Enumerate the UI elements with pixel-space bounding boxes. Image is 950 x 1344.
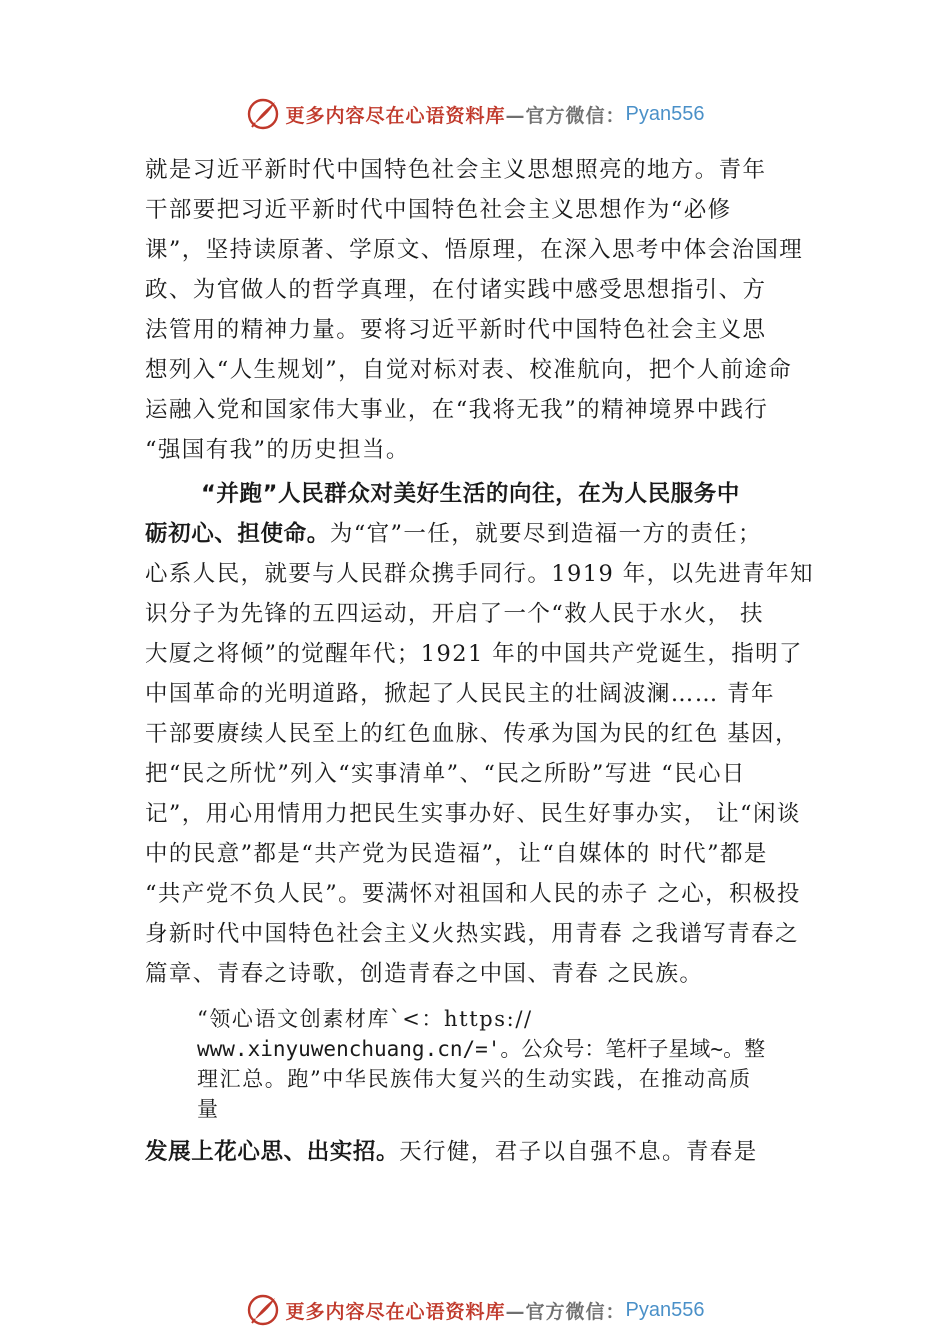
body-line: 把“民之所忧”列入“实事清单”、“民之所盼”写进 “民心日 bbox=[145, 761, 746, 787]
body-line: 篇章、青春之诗歌，创造青春之中国、青春 之民族。 bbox=[145, 961, 704, 987]
quill-seal-icon bbox=[246, 1293, 280, 1327]
body-line: “共产党不负人民”。要满怀对祖国和人民的赤子 之心，积极投 bbox=[145, 881, 801, 907]
quote-line: 量 bbox=[197, 1097, 220, 1121]
body-line bbox=[145, 514, 835, 554]
quote-block bbox=[197, 1004, 835, 1124]
body-line: 中国革命的光明道路，掀起了人民民主的壮阔波澜…… 青年 bbox=[145, 681, 775, 707]
body-line: “强国有我”的历史担当。 bbox=[145, 437, 410, 463]
footer-wechat-id: Pyan556 bbox=[625, 1298, 705, 1321]
header-red-text: 更多内容尽在心语资料库 bbox=[285, 104, 506, 127]
quill-seal-icon bbox=[246, 97, 280, 131]
body-line: 记”，用心用情用力把民生实事办好、民生好事办实， 让“闲谈 bbox=[145, 801, 801, 827]
heading-bold-fragment: 砺初心、担使命。 bbox=[145, 521, 330, 547]
heading-rest-fragment: 为“官”一任，就要尽到造福一方的责任； bbox=[329, 521, 762, 547]
quote-line: www.xinyuwenchuang.cn/='。公众号：笔杆子星域~。整 bbox=[197, 1037, 766, 1061]
closing-bold-fragment: 发展上花心思、出实招。 bbox=[145, 1139, 400, 1165]
document-body bbox=[145, 150, 835, 1172]
body-line bbox=[145, 1132, 835, 1172]
header-banner bbox=[0, 94, 950, 134]
body-line: 身新时代中国特色社会主义火热实践，用青春 之我谱写青春之 bbox=[145, 921, 799, 947]
body-line: 想列入“人生规划”，自觉对标对表、校准航向，把个人前途命 bbox=[145, 357, 793, 383]
body-line: 运融入党和国家伟大事业，在“我将无我”的精神境界中践行 bbox=[145, 397, 769, 423]
body-line: 政、为官做人的哲学真理，在付诸实践中感受思想指引、方 bbox=[145, 277, 767, 303]
footer-banner bbox=[0, 1290, 950, 1330]
body-line: 识分子为先锋的五四运动，开启了一个“救人民于水火， 扶 bbox=[145, 601, 764, 627]
body-line: 大厦之将倾”的觉醒年代；1921 年的中国共产党诞生，指明了 bbox=[145, 641, 803, 667]
footer-gray-text: —官方微信： bbox=[505, 1300, 626, 1323]
quote-line: “领心语文创素材库`<：https:// bbox=[197, 1007, 533, 1031]
closing-rest-fragment: 天行健，君子以自强不息。青春是 bbox=[399, 1139, 758, 1165]
body-line: 中的民意”都是“共产党为民造福”，让“自媒体的 时代”都是 bbox=[145, 841, 768, 867]
footer-red-text: 更多内容尽在心语资料库 bbox=[285, 1300, 506, 1323]
header-gray-text: —官方微信： bbox=[505, 104, 626, 127]
quote-line: 理汇总。跑”中华民族伟大复兴的生动实践，在推动高质 bbox=[197, 1067, 752, 1091]
body-line: 心系人民，就要与人民群众携手同行。1919 年，以先进青年知 bbox=[145, 561, 814, 587]
body-line: 干部要赓续人民至上的红色血脉、传承为国为民的红色 基因， bbox=[145, 721, 799, 747]
body-line: 课”，坚持读原著、学原文、悟原理，在深入思考中体会治国理 bbox=[145, 237, 804, 263]
body-line: 就是习近平新时代中国特色社会主义思想照亮的地方。青年 bbox=[145, 157, 767, 183]
section-heading: “并跑”人民群众对美好生活的向往，在为人民服务中 bbox=[201, 481, 740, 507]
body-line: 法管用的精神力量。要将习近平新时代中国特色社会主义思 bbox=[145, 317, 767, 343]
body-line: 干部要把习近平新时代中国特色社会主义思想作为“必修 bbox=[145, 197, 732, 223]
header-wechat-id: Pyan556 bbox=[625, 102, 705, 125]
